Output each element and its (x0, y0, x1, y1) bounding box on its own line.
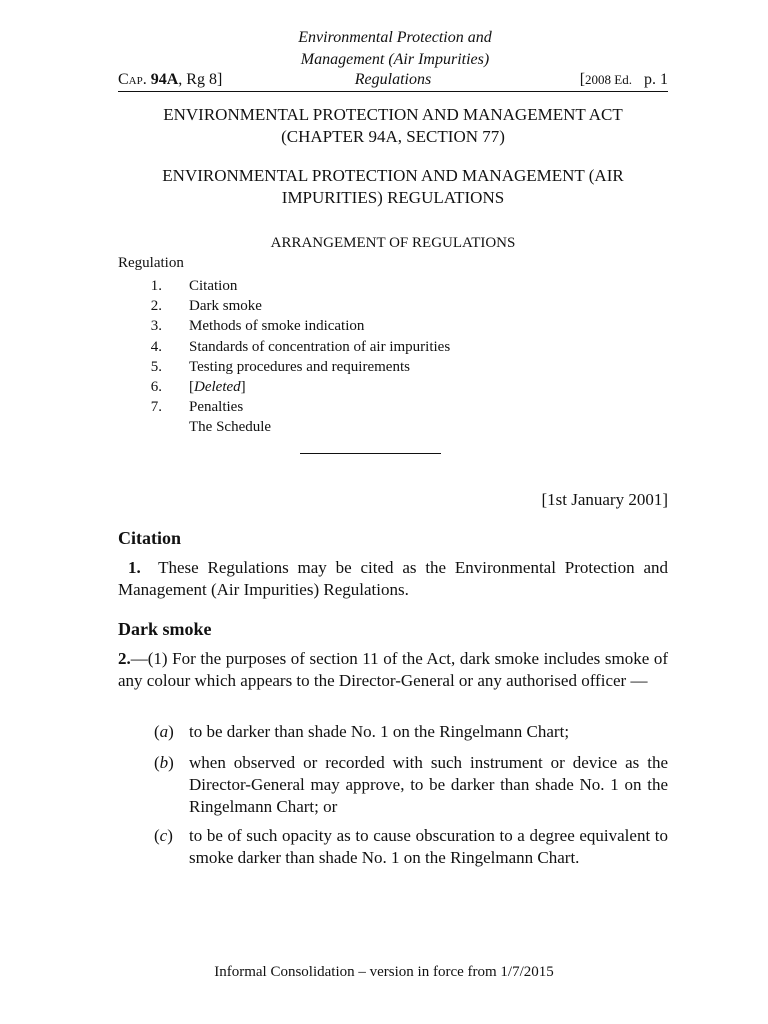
bracket: ] (240, 378, 246, 395)
item-number: 3. (150, 318, 162, 335)
dark-smoke-paragraph (118, 648, 668, 692)
item-letter: a (159, 722, 169, 741)
bracket: [ (189, 378, 194, 395)
item-letter: c (159, 826, 168, 845)
regulations-title-line: IMPURITIES) REGULATIONS (281, 188, 505, 207)
running-header-row (118, 69, 668, 91)
item-label: The Schedule (189, 419, 272, 436)
item-letter: b (159, 753, 169, 772)
edition: 2008 Ed. (585, 72, 632, 87)
act-title (118, 104, 668, 148)
cap-label: Cap. (118, 71, 147, 88)
header-title-line: Environmental Protection and (298, 29, 492, 46)
regulations-title (118, 165, 668, 209)
section-heading-citation: Citation (118, 528, 181, 548)
item-text: to be of such opacity as to cause obscuration to a degree equivalent to smoke darker than shade No. 1 on the Ringelmann Chart. (189, 826, 668, 867)
item-label: Dark smoke (189, 298, 262, 315)
header-divider (118, 91, 668, 92)
item-text: to be darker than shade No. 1 on the Ringelmann Chart; (189, 722, 570, 741)
item-number: 2. (150, 298, 162, 315)
item-number: 6. (150, 378, 162, 395)
paragraph-text: These Regulations may be cited as the Environmental Protection and Management (Air Impurities) Regulations. (118, 558, 668, 599)
paragraph-number: 2. (118, 649, 131, 668)
item-number: 4. (150, 338, 162, 355)
item-marker: (a) (154, 722, 174, 741)
item-label: Testing procedures and requirements (189, 358, 410, 375)
deleted-label: Deleted (194, 378, 241, 395)
paragraph-number: 1. (128, 558, 141, 577)
item-label: Citation (189, 278, 238, 294)
running-header-title (200, 27, 590, 71)
item-label: Standards of concentration of air impurities (189, 338, 451, 355)
page-footer: Informal Consolidation – version in force from 1/7/2015 (214, 964, 554, 980)
arrangement-title: ARRANGEMENT OF REGULATIONS (270, 235, 516, 251)
item-number: 5. (150, 358, 162, 375)
citation-paragraph (118, 557, 668, 601)
item-label (189, 377, 246, 397)
header-title-line: Regulations (354, 71, 432, 88)
item-label: Penalties (189, 399, 244, 416)
act-title-line: ENVIRONMENTAL PROTECTION AND MANAGEMENT ACT (163, 105, 623, 124)
cap-suffix: , Rg 8] (178, 71, 223, 88)
item-number: 7. (150, 399, 162, 416)
chapter-reference (118, 69, 222, 91)
section-divider (300, 453, 441, 454)
commencement-date: [1st January 2001] (541, 490, 668, 509)
header-title-line: Management (Air Impurities) (300, 51, 490, 68)
item-label: Methods of smoke indication (189, 318, 365, 335)
page-number: p. 1 (644, 71, 668, 88)
edition-bracket: [ (579, 71, 586, 88)
regulation-column-label: Regulation (118, 255, 184, 271)
regulations-title-line: ENVIRONMENTAL PROTECTION AND MANAGEMENT (AIR (162, 166, 624, 185)
cap-number: 94A (150, 71, 179, 88)
item-marker: (c) (154, 826, 173, 845)
paragraph-text: —(1) For the purposes of section 11 of the Act, dark smoke includes smoke of any colour which appears to the Director-General or any authorised officer — (118, 649, 668, 690)
item-marker: (b) (154, 753, 174, 772)
item-text: when observed or recorded with such instrument or device as the Director-General may approve, to be darker than shade No. 1 on the Ringelmann Chart; or (189, 753, 668, 816)
act-title-line: (CHAPTER 94A, SECTION 77) (281, 127, 505, 146)
item-number: 1. (150, 278, 162, 294)
edition-page-reference (580, 69, 668, 91)
section-heading-dark-smoke: Dark smoke (118, 619, 212, 639)
